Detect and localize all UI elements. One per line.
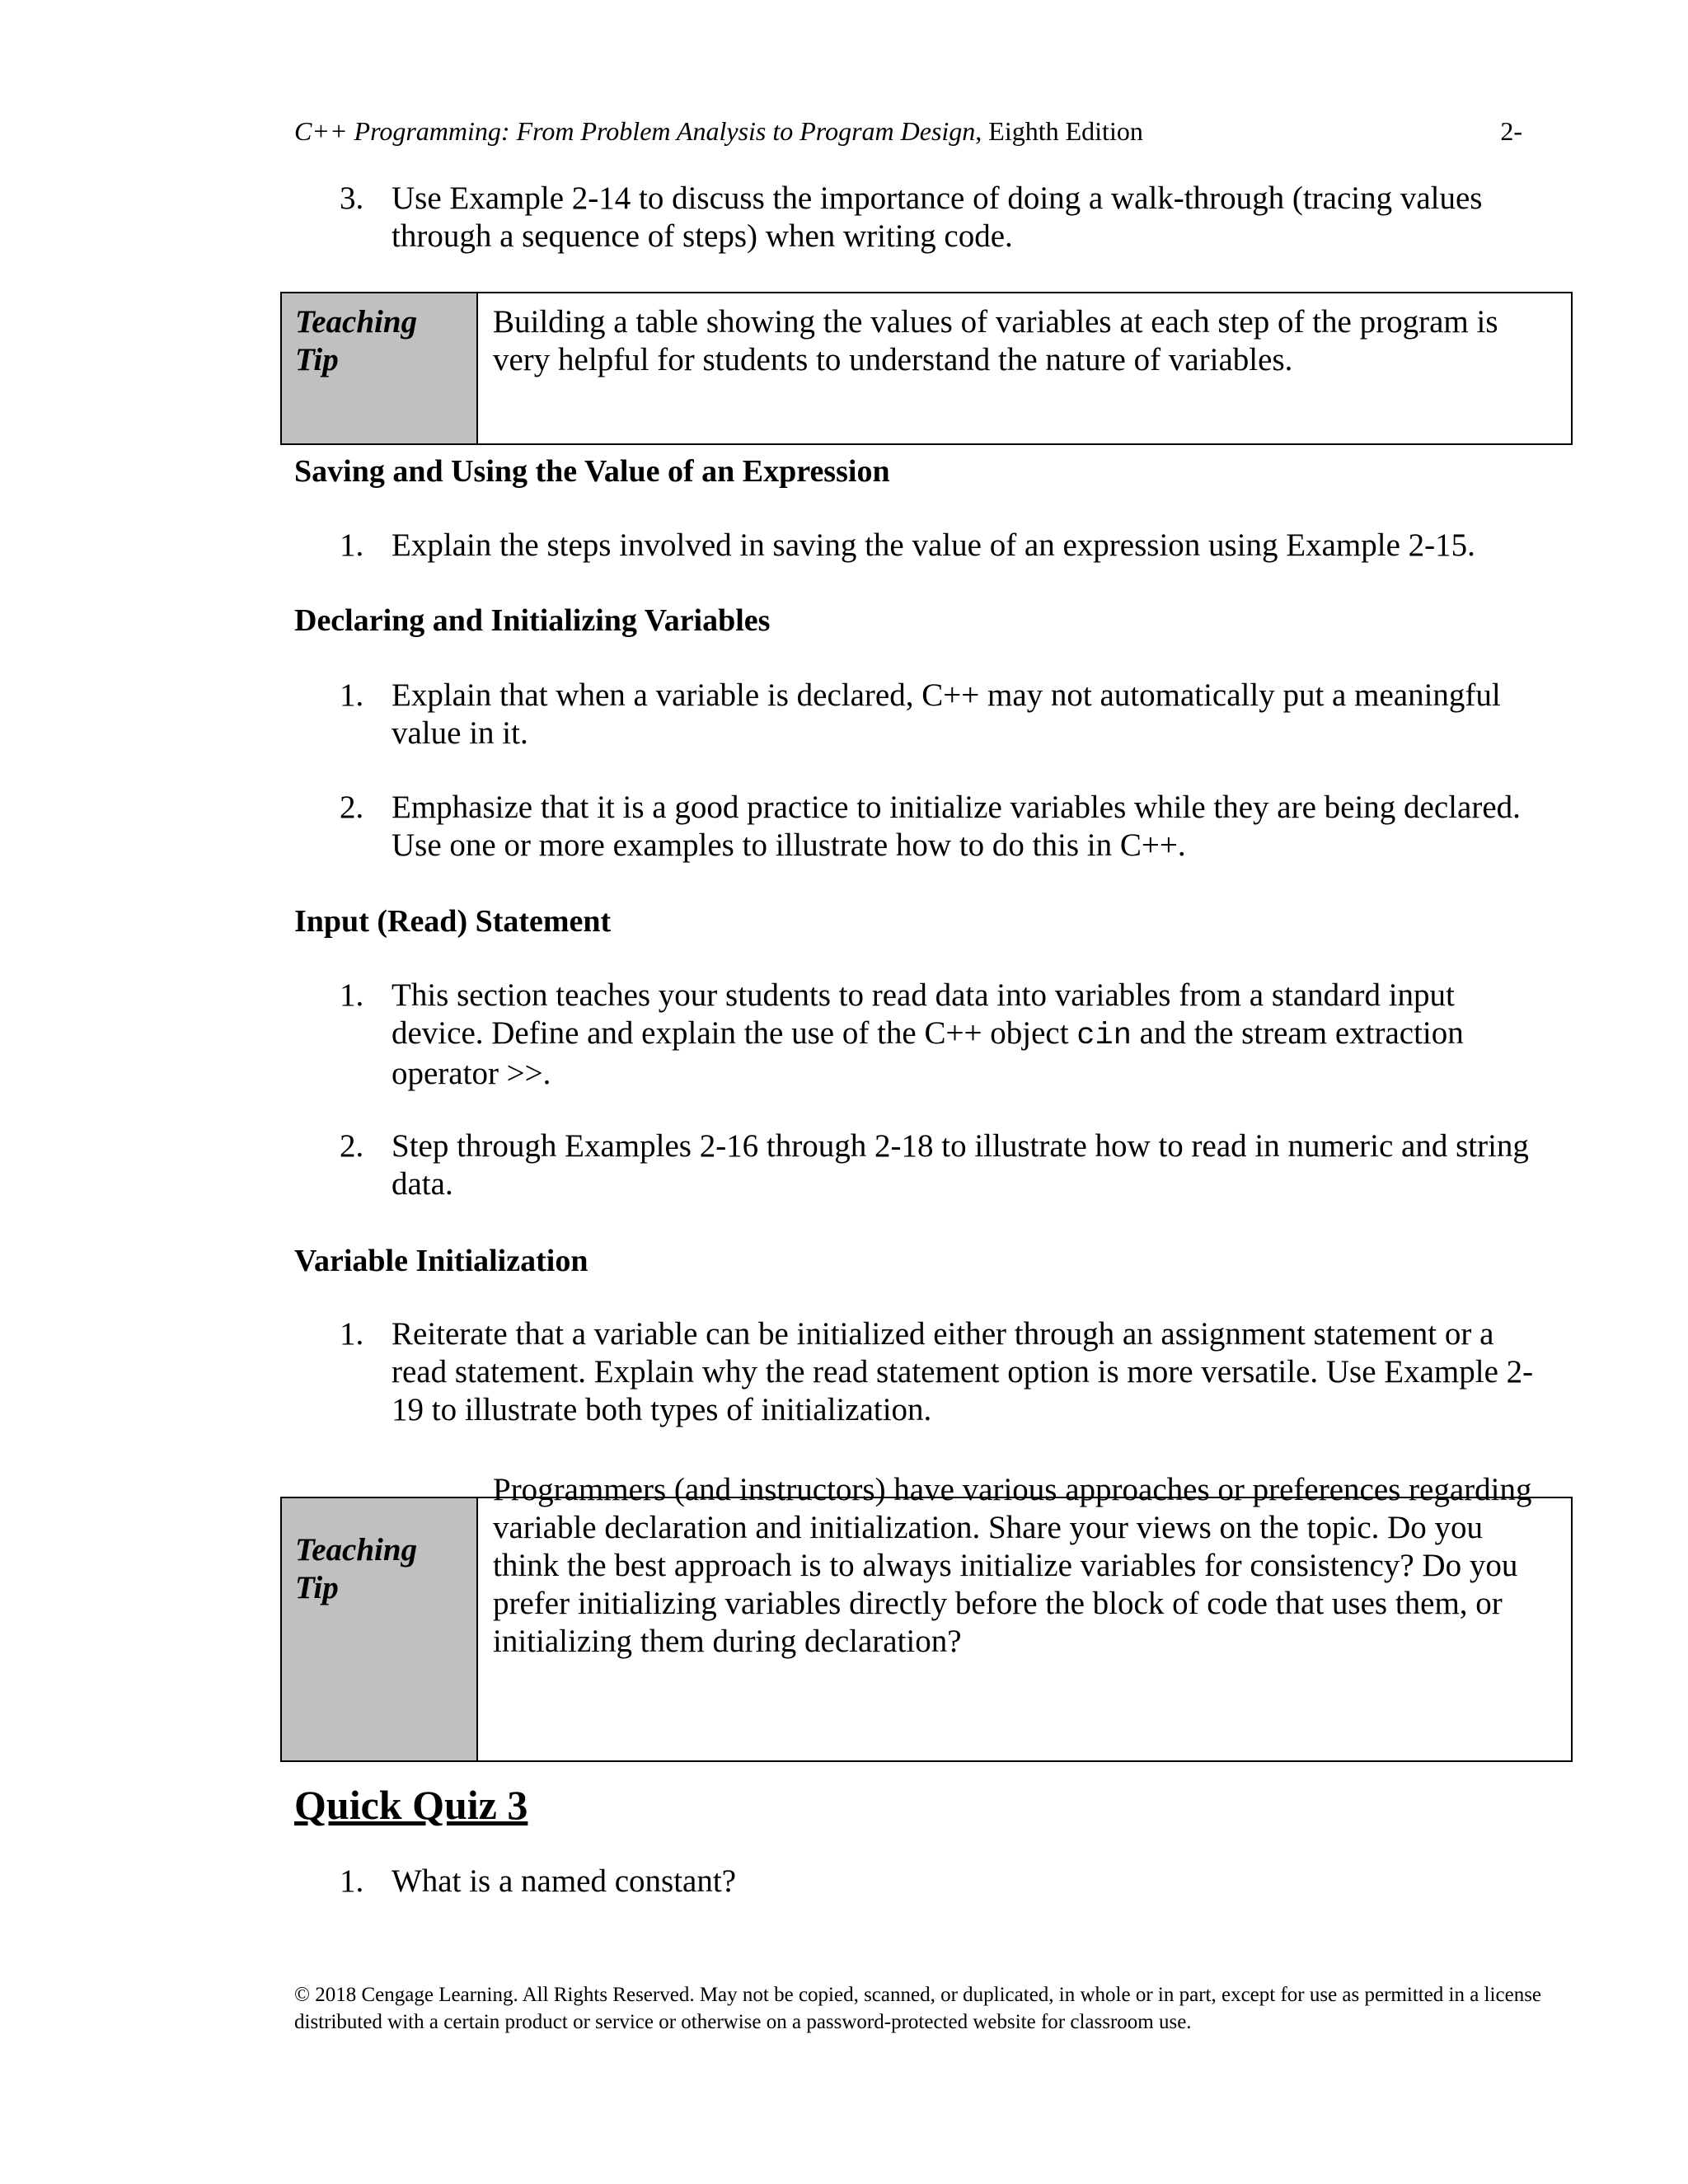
teaching-tip-text: Programmers (and instructors) have various approaches or preferences regarding variable declaration and initialization. Share your views on the topic. Do you think the best approach is to always initialize variables for consistency? Do you prefer initializing variables directly before the block of code that uses them, or initializing them during declaration? bbox=[493, 1472, 1532, 1659]
copyright-footer: © 2018 Cengage Learning. All Rights Reserved. May not be copied, scanned, or duplicated, in whole or in part, except for use as permitted in a license distributed with a certain product or service or otherwise on a password-protected website for classroom use. bbox=[294, 1984, 1542, 2033]
list-item bbox=[294, 180, 1547, 255]
teaching-tip-box bbox=[280, 1472, 1573, 1762]
list-item bbox=[294, 527, 1547, 565]
page-number: 2- bbox=[1500, 116, 1522, 146]
teaching-tip-label-line1: Teaching bbox=[295, 1532, 418, 1568]
list-item-number: 1. bbox=[340, 977, 364, 1013]
list-item-text-part: This section teaches your students to read data into variables from a standard input device. Define and explain the use of the C++ object bbox=[392, 977, 1455, 1051]
list-item-number: 1. bbox=[340, 1863, 364, 1899]
list-item-number: 1. bbox=[340, 527, 364, 563]
list-item-number: 1. bbox=[340, 1316, 364, 1352]
list-item bbox=[294, 1315, 1547, 1429]
list-item bbox=[294, 1127, 1547, 1203]
list-item bbox=[294, 977, 1547, 1090]
list-item bbox=[294, 1863, 1547, 1900]
list-item-text-part: and the stream extraction operator >>. bbox=[392, 1015, 1464, 1091]
teaching-tip-label bbox=[282, 293, 478, 443]
list-item-text: Use Example 2-14 to discuss the importance of doing a walk-through (tracing values through a sequence of steps) when writing code. bbox=[392, 180, 1483, 254]
section-heading: Saving and Using the Value of an Expression bbox=[294, 454, 890, 489]
list-item-number: 1. bbox=[340, 677, 364, 713]
book-title-italic: C++ Programming: From Problem Analysis to Program Design bbox=[294, 116, 976, 146]
inline-code: cin bbox=[1076, 1019, 1132, 1053]
list-item bbox=[294, 677, 1547, 752]
quiz-heading: Quick Quiz 3 bbox=[294, 1782, 528, 1828]
list-item-number: 2. bbox=[340, 1128, 364, 1164]
teaching-tip-text: Building a table showing the values of variables at each step of the program is very helpful for students to understand the nature of variables. bbox=[493, 304, 1498, 377]
teaching-tip-label bbox=[282, 1498, 478, 1760]
list-item-text: Reiterate that a variable can be initialized either through an assignment statement or a read statement. Explain why the read statement option is more versatile. Use Example 2-19 to illustrate both types of initialization. bbox=[392, 1316, 1534, 1427]
list-item-text: Explain the steps involved in saving the value of an expression using Example 2-15. bbox=[392, 527, 1475, 563]
teaching-tip-label-line2: Tip bbox=[295, 1570, 339, 1605]
list-item bbox=[294, 789, 1547, 865]
section-heading: Variable Initialization bbox=[294, 1244, 588, 1278]
book-title bbox=[294, 116, 1143, 147]
book-edition: , Eighth Edition bbox=[975, 116, 1143, 146]
list-item-text: Emphasize that it is a good practice to initialize variables while they are being declared. Use one or more examples to illustrate how to do this in C++. bbox=[392, 790, 1521, 863]
section-heading: Declaring and Initializing Variables bbox=[294, 603, 771, 638]
list-item-text: What is a named constant? bbox=[392, 1863, 737, 1899]
list-item-text: Explain that when a variable is declared, C++ may not automatically put a meaningful value in it. bbox=[392, 677, 1501, 751]
section-heading: Input (Read) Statement bbox=[294, 904, 612, 939]
list-item-text: Step through Examples 2-16 through 2-18 to illustrate how to read in numeric and string data. bbox=[392, 1128, 1529, 1202]
page-header bbox=[294, 116, 1522, 152]
teaching-tip-box bbox=[280, 292, 1573, 445]
teaching-tip-label-line1: Teaching bbox=[295, 304, 418, 340]
teaching-tip-label-line2: Tip bbox=[295, 342, 339, 377]
list-item-number: 3. bbox=[340, 180, 364, 216]
list-item-text bbox=[392, 977, 1545, 1093]
list-item-number: 2. bbox=[340, 790, 364, 825]
